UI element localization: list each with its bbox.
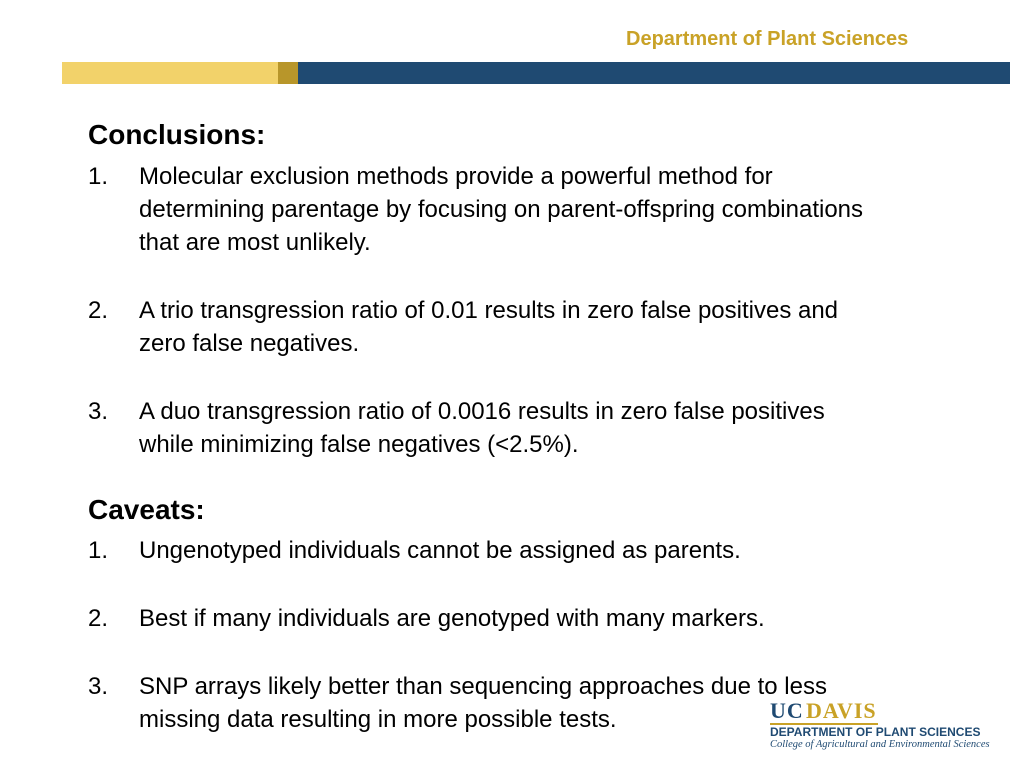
caveat-item-3-line-2: missing data resulting in more possible tests.: [139, 706, 617, 733]
list-spacer: [88, 259, 1018, 294]
caveat-item-2-line-1: Best if many individuals are genotyped with many markers.: [139, 605, 765, 632]
list-spacer: [88, 635, 948, 670]
conclusion-item-1-line-2: determining parentage by focusing on parent-offspring combinations: [139, 196, 864, 223]
caveat-item-3-number: 3.: [88, 673, 109, 700]
conclusion-item-2-number: 2.: [88, 297, 109, 324]
conclusion-item-3-line-2: while minimizing false negatives (<2.5%).: [139, 431, 579, 458]
conclusion-item-1-line-1: Molecular exclusion methods provide a powerful method for: [139, 163, 773, 190]
header-bar-dark-gold-segment: [278, 62, 298, 84]
conclusions-list: [88, 160, 1018, 461]
conclusion-item-2-line-1: A trio transgression ratio of 0.01 results in zero false positives and: [139, 297, 839, 324]
conclusion-item-3: [88, 395, 1018, 461]
logo-department-text: DEPARTMENT OF PLANT SCIENCES: [770, 725, 981, 739]
caveat-item-2-number: 2.: [88, 605, 109, 632]
conclusions-heading: Conclusions:: [88, 119, 266, 150]
caveat-item-1-line-1: Ungenotyped individuals cannot be assigned as parents.: [139, 537, 741, 564]
header-bar-navy-segment: [298, 62, 1010, 84]
caveat-item-2: [88, 602, 948, 635]
conclusion-item-1-line-3: that are most unlikely.: [139, 229, 371, 256]
logo-college-text: College of Agricultural and Environmental Sciences: [770, 739, 990, 750]
ucdavis-logo: [770, 698, 990, 752]
caveat-item-1: [88, 534, 948, 567]
conclusion-item-3-line-1: A duo transgression ratio of 0.0016 results in zero false positives: [139, 398, 825, 425]
conclusion-item-1: [88, 160, 1018, 259]
list-spacer: [88, 567, 948, 602]
caveats-heading: Caveats:: [88, 494, 205, 525]
caveat-item-3-line-1: SNP arrays likely better than sequencing approaches due to less: [139, 673, 827, 700]
caveat-item-1-number: 1.: [88, 537, 109, 564]
conclusion-item-1-number: 1.: [88, 163, 109, 190]
header-bar-gold-segment: [62, 62, 278, 84]
conclusion-item-2: [88, 294, 1018, 360]
list-spacer: [88, 360, 1018, 395]
logo-davis-text: DAVIS: [806, 698, 877, 723]
department-header-title: Department of Plant Sciences: [626, 28, 909, 50]
logo-uc-text: UC: [770, 698, 804, 723]
conclusion-item-3-number: 3.: [88, 398, 109, 425]
conclusion-item-2-line-2: zero false negatives.: [139, 330, 360, 357]
